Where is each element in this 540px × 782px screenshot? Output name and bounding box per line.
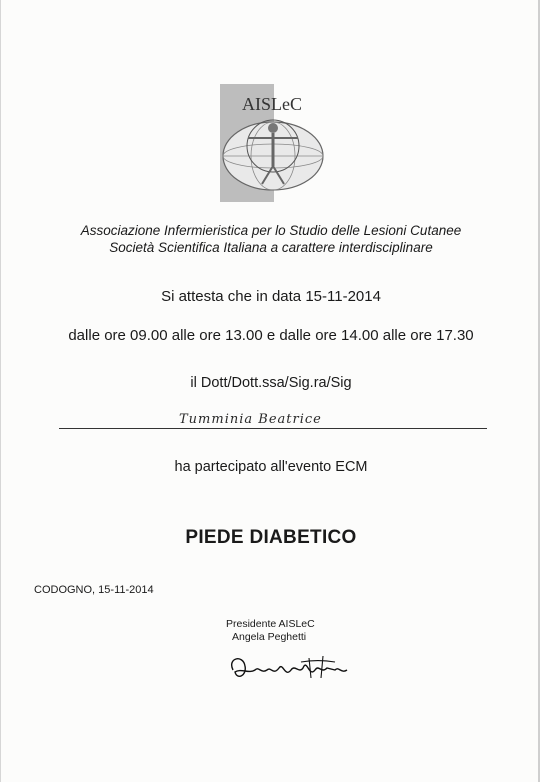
president-block bbox=[226, 618, 315, 644]
org-line-1: Associazione Infermieristica per lo Studio delle Lesioni Cutanee bbox=[80, 223, 462, 238]
attest-title: il Dott/Dott.ssa/Sig.ra/Sig bbox=[190, 375, 352, 391]
president-role: Presidente AISLeC bbox=[226, 618, 315, 630]
event-title: PIEDE DIABETICO bbox=[185, 527, 357, 548]
attest-date: Si attesta che in data 15-11-2014 bbox=[161, 288, 381, 305]
place-date: CODOGNO, 15-11-2014 bbox=[34, 584, 154, 596]
president-name: Angela Peghetti bbox=[232, 631, 307, 643]
logo-text: AISLeC bbox=[242, 94, 302, 114]
org-line-2: Società Scientifica Italiana a carattere interdisciplinare bbox=[109, 240, 433, 255]
attest-hours: dalle ore 09.00 alle ore 13.00 e dalle ore 14.00 alle ore 17.30 bbox=[68, 327, 474, 344]
participation-text: ha partecipato all'evento ECM bbox=[174, 459, 368, 475]
president-signature bbox=[223, 648, 363, 688]
aislec-logo-graphic bbox=[218, 76, 328, 202]
aislec-logo bbox=[218, 76, 328, 202]
participant-name: Tumminia Beatrice bbox=[179, 412, 322, 427]
name-underline bbox=[59, 428, 487, 429]
